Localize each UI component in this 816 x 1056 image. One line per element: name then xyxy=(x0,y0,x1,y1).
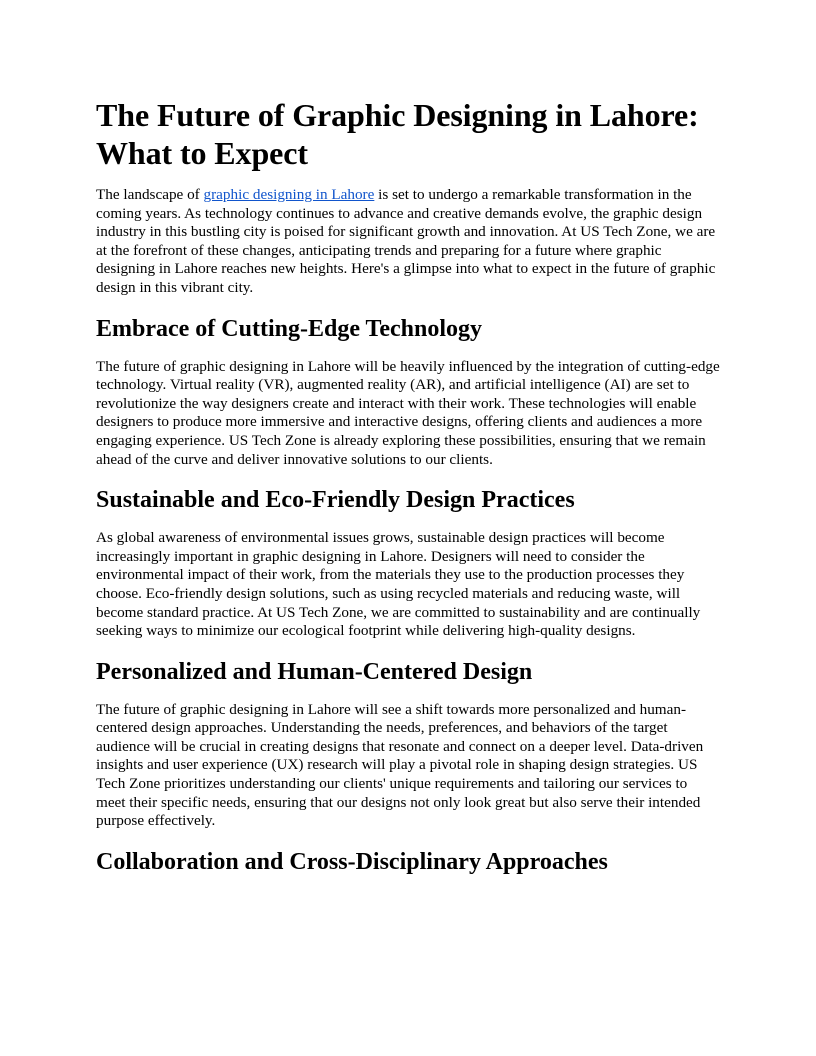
section-heading-collaboration: Collaboration and Cross-Disciplinary Approaches xyxy=(96,848,608,875)
section-body-personalized: The future of graphic designing in Lahore will see a shift towards more personalized and human-centered design approaches. Understanding the needs, preferences, and behaviors of the target audience will be crucial in creating designs that resonate and connect on a deeper level. Data-driven insights and user experience (UX) research will play a pivotal role in shaping design strategies. US Tech Zone prioritizes understanding our clients' unique requirements and tailoring our services to meet their specific needs, ensuring that our designs not only look great but also serve their intended purpose effectively. xyxy=(96,700,704,830)
section-body-technology: The future of graphic designing in Lahore will be heavily influenced by the integration of cutting-edge technology. Virtual reality (VR), augmented reality (AR), and artificial intelligence (AI) are set to revolutionize the way designers create and interact with their work. These technologies will enable designers to produce more immersive and interactive designs, offering clients and audiences a more engaging experience. US Tech Zone is already exploring these possibilities, ensuring that we remain ahead of the curve and deliver innovative solutions to our clients. xyxy=(96,357,720,468)
intro-paragraph xyxy=(96,186,720,298)
intro-text-after-link: is set to undergo a remarkable transformation in the coming years. As technology continues to advance and creative demands evolve, the graphic design industry in this bustling city is poised for significant growth and innovation. At US Tech Zone, we are at the forefront of these changes, anticipating trends and preparing for a future where graphic designing in Lahore reaches new heights. Here's a glimpse into what to expect in the future of graphic design in this vibrant city. xyxy=(96,186,716,296)
section-heading-sustainable: Sustainable and Eco-Friendly Design Practices xyxy=(96,487,575,514)
graphic-designing-link[interactable]: graphic designing in Lahore xyxy=(203,186,375,203)
section-body-sustainable: As global awareness of environmental issues grows, sustainable design practices will become increasingly important in graphic designing in Lahore. Designers will need to consider the environmental impact of their work, from the materials they use to the production processes they choose. Eco-friendly design solutions, such as using recycled materials and reducing waste, will become standard practice. At US Tech Zone, we are committed to sustainability and are continually seeking ways to minimize our ecological footprint while delivering high-quality designs. xyxy=(96,529,701,640)
section-heading-technology: Embrace of Cutting-Edge Technology xyxy=(96,315,483,342)
intro-text-before-link: The landscape of xyxy=(96,186,204,203)
section-heading-personalized: Personalized and Human-Centered Design xyxy=(96,658,533,685)
page-title xyxy=(96,96,720,172)
page-title-line-1: The Future of Graphic Designing in Lahore: xyxy=(96,97,699,133)
document-page xyxy=(96,96,720,891)
page-title-line-2: What to Expect xyxy=(96,135,308,171)
